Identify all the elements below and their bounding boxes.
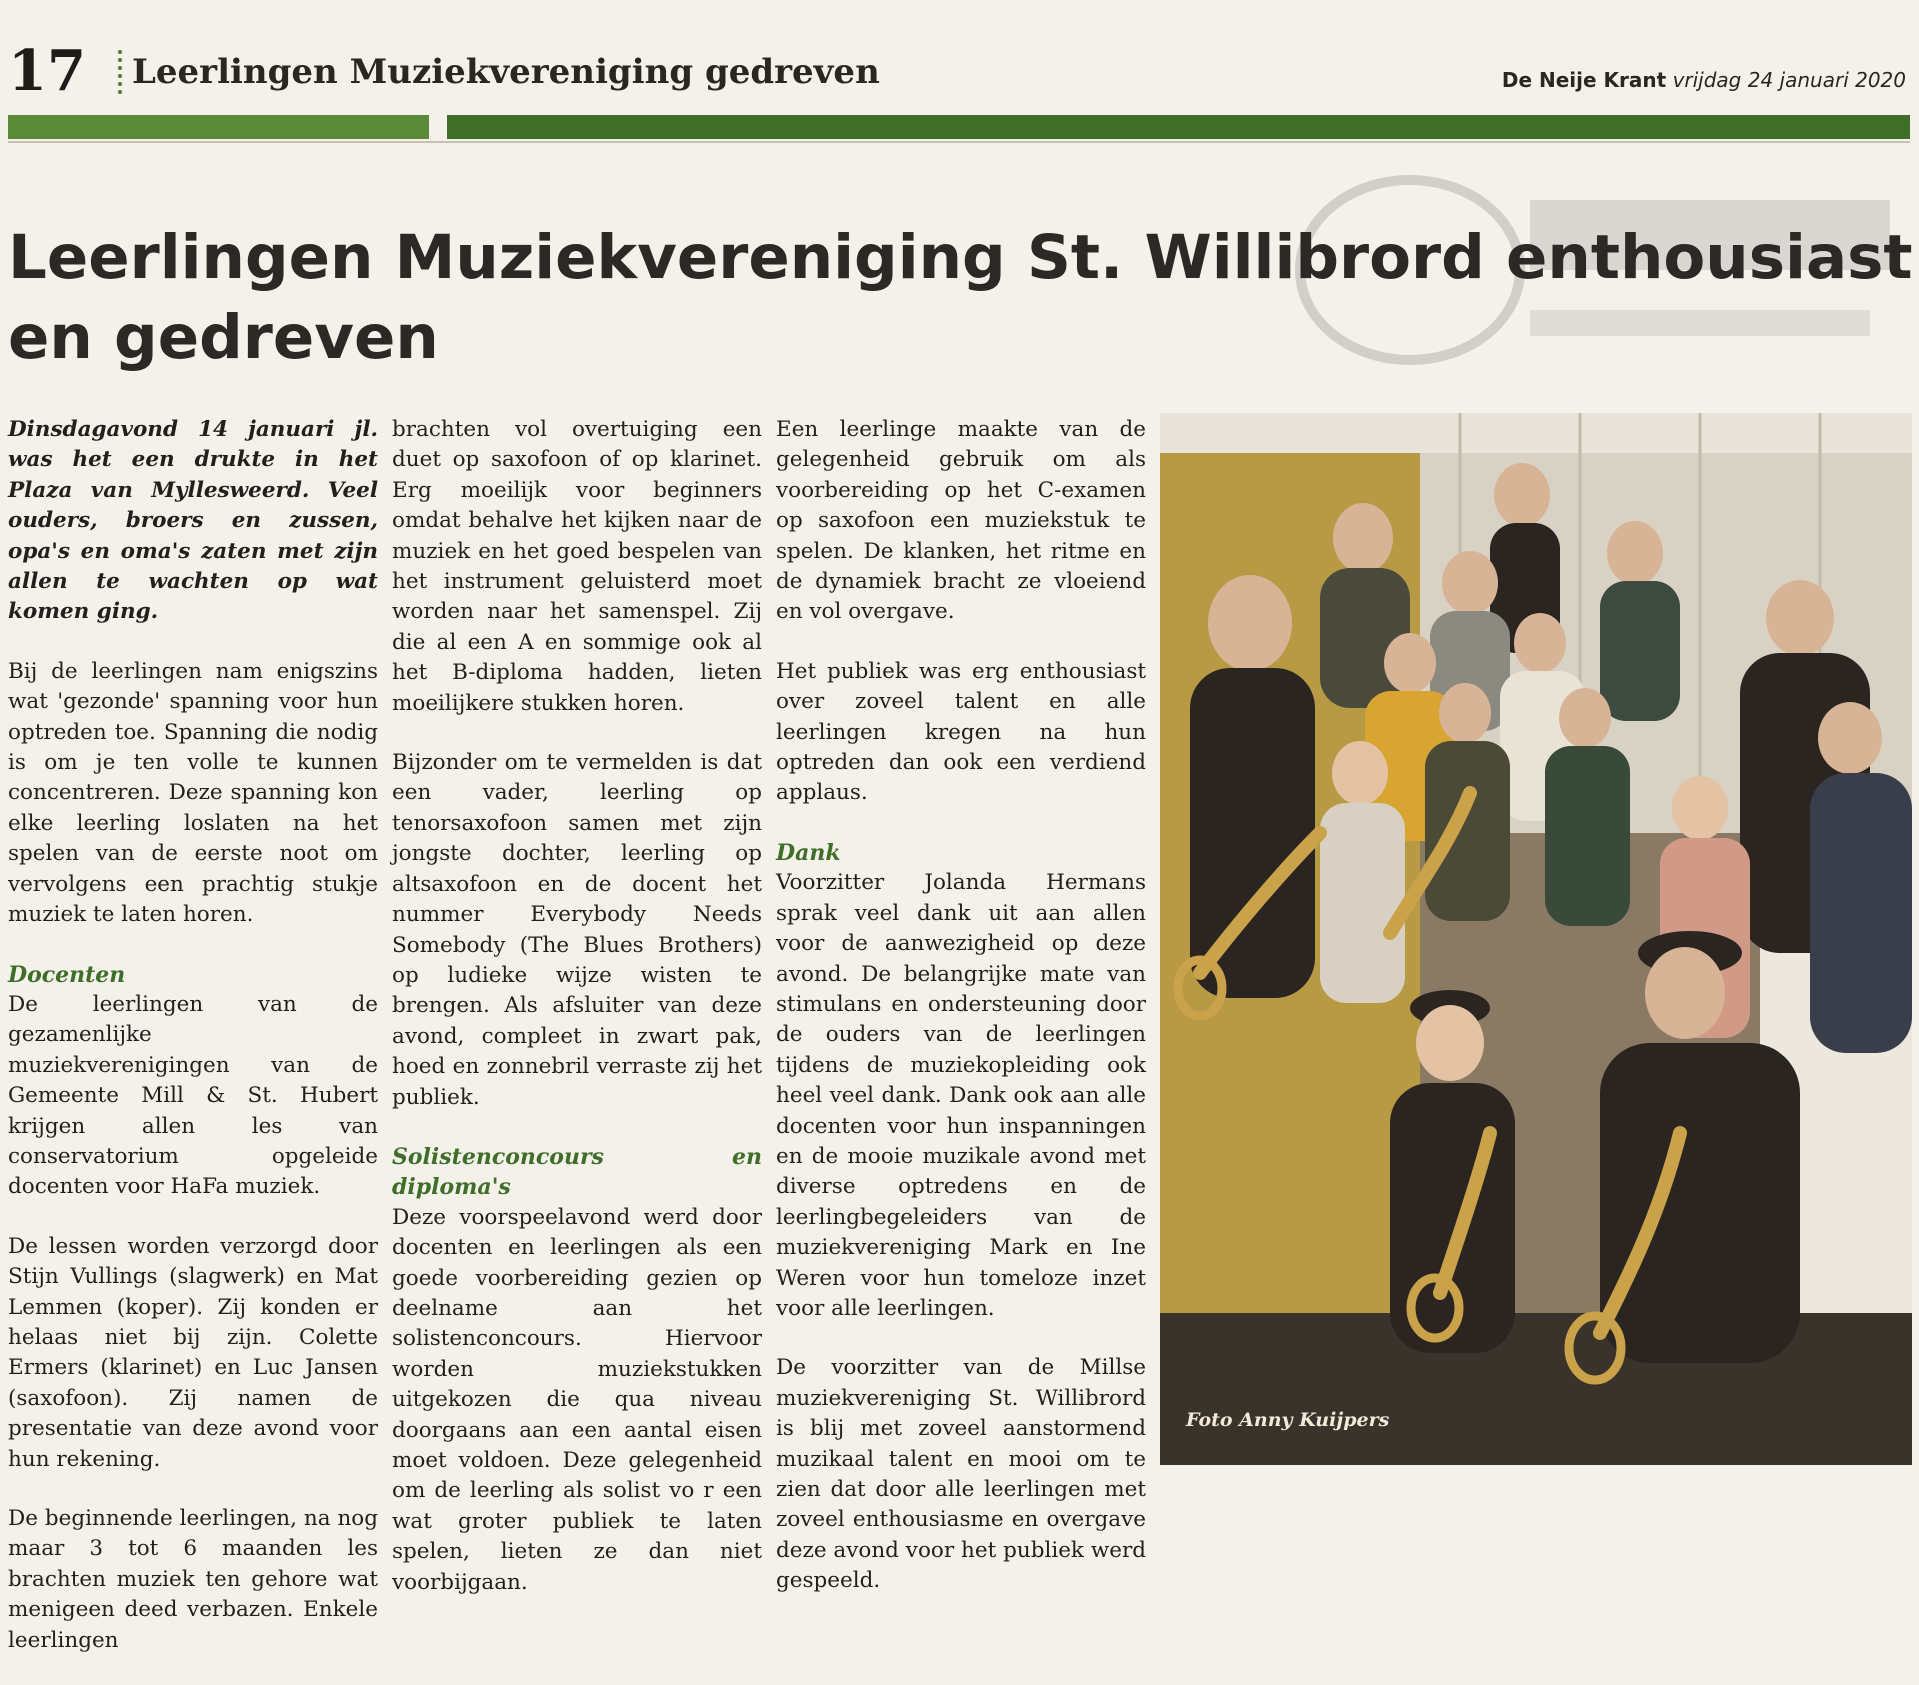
paragraph: Bij de leerlingen nam enigszins wat 'gezonde' spanning voor hun optreden toe. Spanning die nodig is om je ten volle te kunnen concentreren. Deze spanning kon elke leerling loslaten na het spelen van de eerste noot om vervolgens een prachtig stukje muziek te laten horen. xyxy=(8,658,378,928)
header-separator xyxy=(118,50,126,94)
paragraph: De beginnende leerlingen, na nog maar 3 tot 6 maanden les brachten muziek ten gehore wat menigeen deed verbazen. Enkele leerlingen xyxy=(8,1506,378,1653)
photo-credit: Foto Anny Kuijpers xyxy=(1186,1409,1390,1431)
article-column-3 xyxy=(776,415,1146,1626)
article-column-2 xyxy=(392,415,762,1627)
paragraph: Het publiek was erg enthousiast over zoveel talent en alle leerlingen kregen na hun optreden dan ook een verdiend applaus. xyxy=(776,658,1146,806)
group-photo-illustration xyxy=(1160,413,1912,1465)
paragraph: Bijzonder om te vermelden is dat een vader, leerling op tenorsaxofoon samen met zijn jongste dochter, leerling op altsaxofoon en de docent het nummer Everybody Needs Somebody (The Blues Brothers) op ludieke wijze wisten te brengen. Als afsluiter van deze avond, compleet in zwart pak, hoed en zonnebril verraste zij het publiek. xyxy=(392,750,762,1110)
paragraph: brachten vol overtuiging een duet op saxofoon of op klarinet. Erg moeilijk voor beginners omdat behalve het kijken naar de muziek en het goed bespelen van het instrument geluisterd moet worden naar het samenspel. Zij die al een A en sommige ook al het B-diploma hadden, lieten moeilijkere stukken horen. xyxy=(392,417,762,716)
section-title: Leerlingen Muziekvereniging gedreven xyxy=(132,52,880,92)
subheading-dank: Dank xyxy=(776,839,841,866)
header-rule-left xyxy=(8,115,429,139)
paragraph: De voorzitter van de Millse muziekvereniging St. Willibrord is blij met zoveel aanstormend muzikaal talent en mooi om te zien dat door alle leerlingen met zoveel enthousiasme en overgave deze avond voor het publiek werd gespeeld. xyxy=(776,1355,1146,1594)
article-headline: Leerlingen Muziekvereniging St. Willibrord enthousiast en gedreven xyxy=(8,222,1913,373)
subheading-solisten: Solistenconcours en diploma's xyxy=(392,1143,762,1201)
issue-date: vrijdag 24 januari 2020 xyxy=(1672,68,1906,92)
paragraph: Een leerlinge maakte van de gelegenheid gebruik om als voorbereiding op het C-examen op saxofoon een muziekstuk te spelen. De klanken, het ritme en de dynamiek bracht ze vloeiend en vol overgave. xyxy=(776,417,1146,625)
header-rule-thin xyxy=(8,141,1910,143)
page-header xyxy=(8,40,1910,102)
page-number: 17 xyxy=(8,38,86,104)
paragraph: Voorzitter Jolanda Hermans sprak veel dank uit aan allen voor de aanwezigheid op deze avond. De belangrijke mate van stimulans en ondersteuning door de ouders van de leerlingen tijdens de muziekopleiding ook heel veel dank. Dank ook aan alle docenten voor hun inspanningen en de mooie muzikale avond met diverse optredens en de leerlingbegeleiders van de muziekvereniging Mark en Ine Weren voor hun tomeloze inzet voor alle leerlingen. xyxy=(776,870,1146,1321)
paragraph: De leerlingen van de gezamenlijke muziekverenigingen van de Gemeente Mill & St. Hubert krijgen allen les van conservatorium opgeleide docenten voor HaFa muziek. xyxy=(8,991,378,1200)
article-column-1 xyxy=(8,415,378,1685)
paper-info xyxy=(1502,68,1906,92)
subheading-docenten: Docenten xyxy=(8,961,126,988)
header-rule-right xyxy=(447,115,1910,139)
paragraph: Deze voorspeelavond werd door docenten en leerlingen als een goede voorbereiding gezien op deelname aan het solistenconcours. Hiervoor worden muziekstukken uitgekozen die qua niveau doorgaans aan een aantal eisen moet voldoen. Deze gelegenheid om de leerling als solist vo r een wat groter publiek te laten spelen, lieten ze dan niet voorbijgaan. xyxy=(392,1204,762,1595)
group-photo xyxy=(1160,413,1912,1465)
paragraph: De lessen worden verzorgd door Stijn Vullings (slagwerk) en Mat Lemmen (koper). Zij konden er helaas niet bij zijn. Colette Ermers (klarinet) en Luc Jansen (saxofoon). Zij namen de presentatie van deze avond voor hun rekening. xyxy=(8,1233,378,1472)
paper-name: De Neije Krant xyxy=(1501,68,1667,92)
article-lead: Dinsdagavond 14 januari jl. was het een drukte in het Plaza van Myllesweerd. Veel ouders, broers en zussen, opa's en oma's zaten met zijn allen te wachten op wat komen ging. xyxy=(8,417,378,625)
